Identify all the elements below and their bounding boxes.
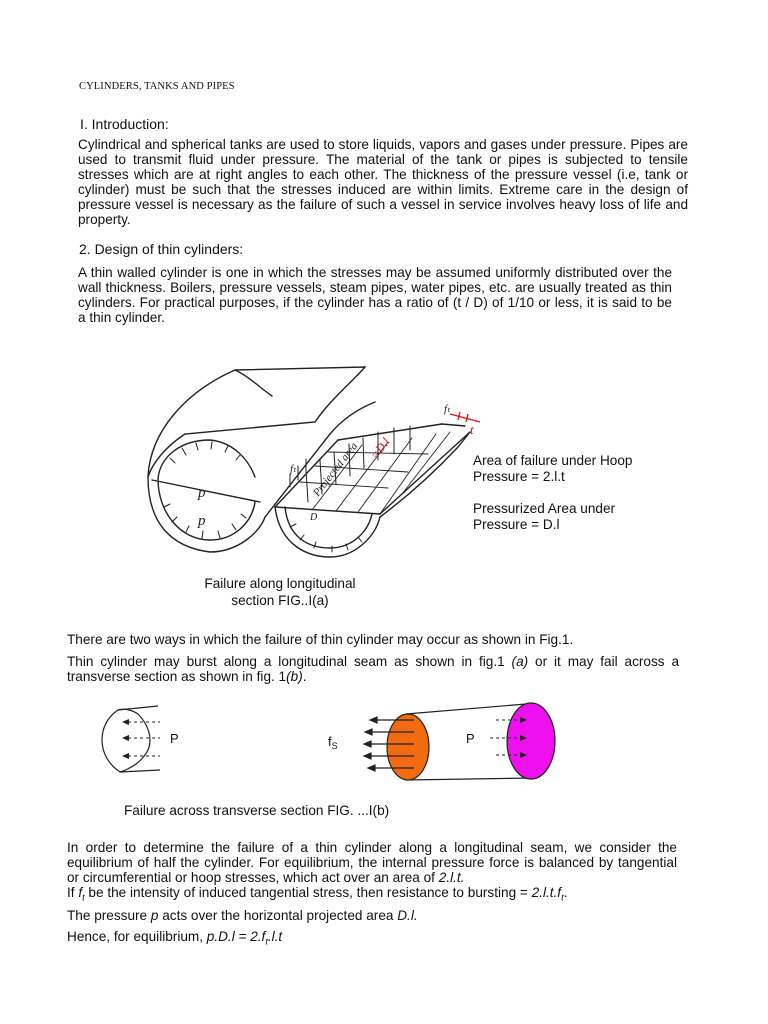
burst-fig-a: (a) [511, 654, 529, 669]
fig1a-label-p-top: p [198, 485, 206, 501]
section-body-introduction: Cylindrical and spherical tanks are used to store liquids, vapors and gases under pressure. Pipes are used to transmit fluid under pressure. The material of the tank or pipes is subjected to tensile stresses which are at right angles to each other. The thickness of the pressure vessel (i.e, tank or cylinder) must be such that the stresses induced are within limits. Extreme care in the design of pressure vessel is necessary as the failure of such a vessel in service involves heavy loss of life and property. [78, 137, 688, 227]
burst-text-1: Thin cylinder may burst along a longitudinal seam as shown in fig.1 [67, 654, 512, 669]
figure-1b-left [98, 700, 208, 780]
two-ways-line: There are two ways in which the failure of thin cylinder may occur as shown in Fig.1. [67, 632, 574, 647]
fig1b-label-fs: $f_S$ [328, 734, 338, 751]
fig1a-label-red-t: t [470, 422, 474, 437]
fig1a-label-projected-area: Projected area [310, 440, 361, 499]
equilibrium-paragraph [67, 840, 677, 885]
note-hoop-line2: Pressure = 2.l.t [473, 469, 565, 484]
burst-text-2: or it may fail across a transverse section as shown in fig. 1 [67, 654, 680, 684]
section-body-thin-cylinders: A thin walled cylinder is one in which the stresses may be assumed uniformly distributed over the wall thickness. Boilers, pressure vessels, steam pipes, water pipes, etc. are usually treated as thin cylinders. For practical purposes, if the cylinder has a ratio of (t / D) of 1/10 or less, it is said to be a thin cylinder. [78, 265, 672, 325]
fig1a-label-p-bottom: p [198, 513, 206, 529]
fig1b-label-p-left: P [170, 731, 179, 746]
burst-fig-b: (b) [286, 669, 303, 684]
burst-paragraph [67, 654, 679, 684]
figure-1a [140, 362, 490, 572]
fig1a-label-ft-left: fₜ [290, 463, 297, 475]
fig1b-caption: Failure across transverse section FIG. ...I(b) [124, 803, 390, 818]
fig1a-caption-line2: section FIG..I(a) [231, 593, 329, 608]
section-heading-thin-cylinders: 2. Design of thin cylinders: [79, 241, 244, 257]
fig1b-label-p-right: P [466, 731, 475, 746]
section-heading-introduction: I. Introduction: [80, 116, 169, 132]
note-pressurized-line1: Pressurized Area under [473, 501, 616, 516]
equilibrium-equation-line: Hence, for equilibrium, $p.D.l = 2.f_t.l.t$ [67, 929, 283, 947]
projected-area-line: The pressure p acts over the horizontal projected area D.l. [67, 908, 418, 923]
equilibrium-text: In order to determine the failure of a thin cylinder along a longitudinal seam, we consider the equilibrium of half the cylinder. For equilibrium, the internal pressure force is balanced by tangential or circumferential or hoop stresses, which act over an area of [67, 840, 677, 885]
fig1a-label-d: D [310, 512, 318, 523]
note-hoop-line1: Area of failure under Hoop [473, 453, 633, 468]
fig1a-label-red-dl: =D.l [367, 435, 393, 462]
note-pressurized-line2: Pressure = D.l [473, 517, 560, 532]
document-title: CYLINDERS, TANKS AND PIPES [79, 81, 235, 92]
figure-1b-right [326, 700, 566, 790]
burst-text-3: . [302, 669, 307, 684]
equilibrium-area: 2.l.t. [438, 870, 465, 885]
resistance-line: If $f_t$ be the intensity of induced tangential stress, then resistance to bursting = $2.l.t.f_t$. [67, 885, 568, 903]
fig1a-label-ft-top: fₜ [444, 403, 451, 415]
fig1a-caption-line1: Failure along longitudinal [204, 576, 356, 591]
